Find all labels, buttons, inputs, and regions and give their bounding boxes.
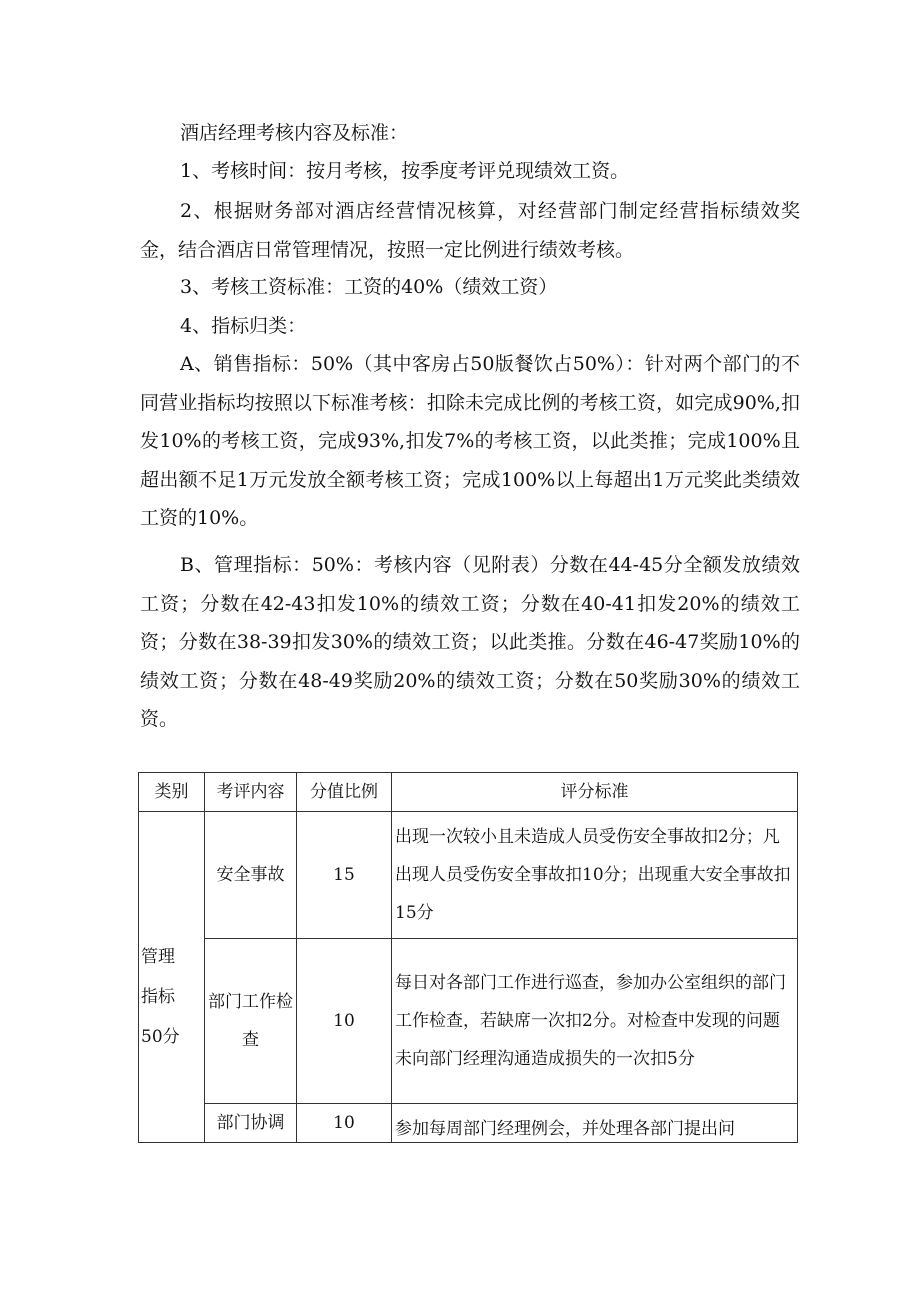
document-title: 酒店经理考核内容及标准： <box>180 122 409 144</box>
category-label: 管理 指标 50分 <box>141 947 180 1047</box>
header-standard: 评分标准 <box>392 773 798 812</box>
ratio-cell: 10 <box>297 1104 392 1143</box>
category-cell <box>139 812 205 1143</box>
header-content: 考评内容 <box>205 773 297 812</box>
standard-cell: 每日对各部门工作进行巡查，参加办公室组织的部门工作检查，若缺席一次扣2分。对检查中发现的问题未向部门经理沟通造成损失的一次扣5分 <box>392 939 798 1104</box>
header-ratio: 分值比例 <box>297 773 392 812</box>
assessment-table <box>138 772 798 1143</box>
standard-cell-text: 参加每周部门经理例会，并处理各部门提出问 <box>395 1119 735 1139</box>
paragraph-sales-indicator: A、销售指标：50%（其中客房占50版餐饮占50%）：针对两个部门的不同营业指标均按照以下标准考核：扣除未完成比例的考核工资，如完成90%,扣发10%的考核工资，完成93%,扣发7%的考核工资，以此类推；完成100%且超出额不足1万元发放全额考核工资；完成100%以上每超出1万元奖此类绩效工资的10%。 <box>140 353 800 529</box>
paragraph-indicator-classification: 4、指标归类： <box>180 315 307 337</box>
ratio-cell: 15 <box>297 812 392 939</box>
standard-cell <box>392 1104 798 1143</box>
paragraph-assessment-time: 1、考核时间：按月考核，按季度考评兑现绩效工资。 <box>180 160 630 182</box>
paragraph-management-indicator: B、管理指标：50%：考核内容（见附表）分数在44-45分全额发放绩效工资；分数在42-43扣发10%的绩效工资；分数在40-41扣发20%的绩效工资；分数在38-39扣发30%的绩效工资；以此类推。分数在46-47奖励10%的绩效工资；分数在48-49奖励20%的绩效工资；分数在50奖励30%的绩效工资。 <box>140 554 800 730</box>
header-category: 类别 <box>139 773 205 812</box>
paragraph-performance-bonus: 2、根据财务部对酒店经营情况核算，对经营部门制定经营指标绩效奖金，结合酒店日常管理情况，按照一定比例进行绩效考核。 <box>140 200 800 261</box>
item-cell: 部门工作检查 <box>205 939 297 1104</box>
ratio-cell: 10 <box>297 939 392 1104</box>
table-row <box>139 1104 798 1143</box>
table-row <box>139 939 798 1104</box>
standard-cell: 出现一次较小且未造成人员受伤安全事故扣2分；凡出现人员受伤安全事故扣10分；出现重大安全事故扣15分 <box>392 812 798 939</box>
item-cell: 部门协调 <box>205 1104 297 1143</box>
paragraph-salary-standard: 3、考核工资标准：工资的40%（绩效工资） <box>180 276 558 298</box>
item-cell: 安全事故 <box>205 812 297 939</box>
table-header-row <box>139 773 798 812</box>
table-row <box>139 812 798 939</box>
